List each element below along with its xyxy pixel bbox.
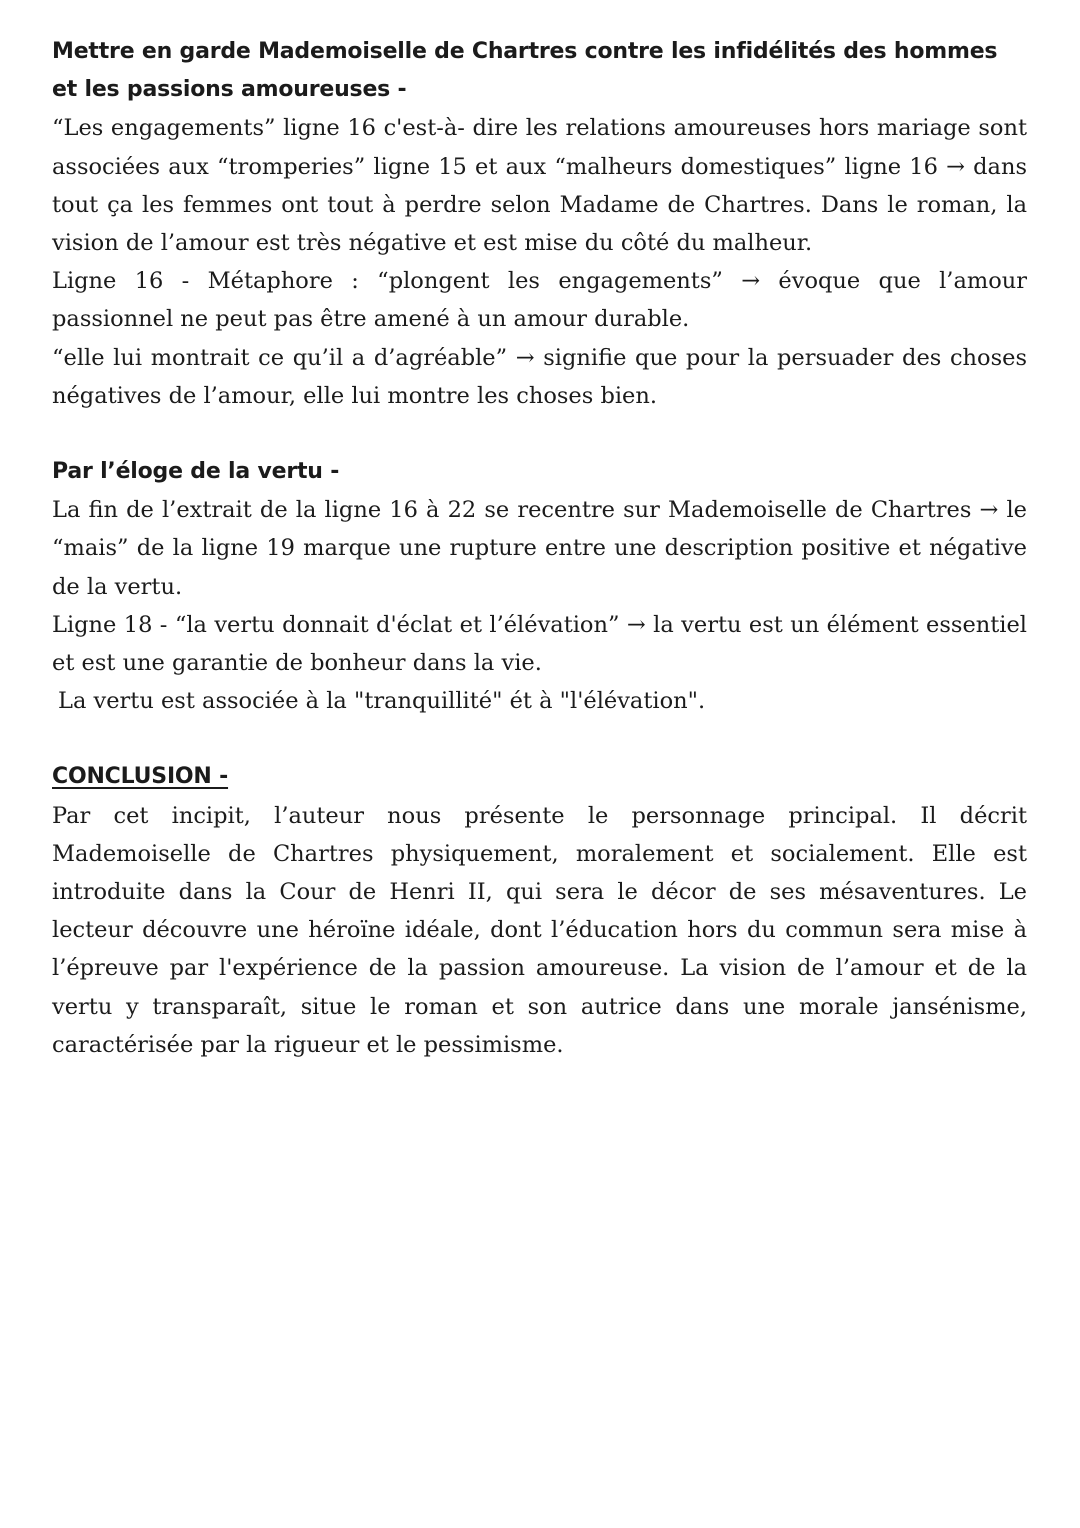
paragraph: “Les engagements” ligne 16 c'est-à- dire les relations amoureuses hors mariage sont associées aux “tromperies” ligne 15 et aux “malheurs domestiques” ligne 16 → dans tout ça les femmes ont tout à perdre selon Madame de Chartres. Dans le roman, la vision de l’amour est très négative et est mise du côté du malheur. <box>52 115 1027 257</box>
conclusion-heading: CONCLUSION - <box>52 764 229 790</box>
paragraph: Par cet incipit, l’auteur nous présente le personnage principal. Il décrit Mademoiselle de Chartres physiquement, moralement et socialement. Elle est introduite dans la Cour de Henri II, qui sera le décor de ses mésaventures. Le lecteur découvre une héroïne idéale, dont l’éducation hors du commun sera mise à l’épreuve par l'expérience de la passion amoureuse. La vision de l’amour et de la vertu y transparaît, situe le roman et son autrice dans une morale jansénisme, caractérisée par la rigueur et le pessimisme. <box>52 802 1027 1058</box>
section-mise-en-garde <box>52 33 1027 415</box>
section-heading: Par l’éloge de la vertu - <box>52 459 340 485</box>
section-heading: Mettre en garde Mademoiselle de Chartres contre les infidélités des hommes et les passions amoureuses - <box>52 39 998 103</box>
document-page <box>52 33 1027 1064</box>
paragraph: La vertu est associée à la "tranquillité" ét à "l'élévation". <box>58 688 706 715</box>
section-eloge-vertu <box>52 453 1027 720</box>
section-conclusion <box>52 758 1027 1064</box>
paragraph: Ligne 16 - Métaphore : “plongent les engagements” → évoque que l’amour passionnel ne peut pas être amené à un amour durable. <box>52 268 1027 333</box>
paragraph: La fin de l’extrait de la ligne 16 à 22 se recentre sur Mademoiselle de Chartres → le “mais” de la ligne 19 marque une rupture entre une description positive et négative de la vertu. <box>52 497 1027 600</box>
paragraph: “elle lui montrait ce qu’il a d’agréable” → signifie que pour la persuader des choses négatives de l’amour, elle lui montre les choses bien. <box>52 344 1027 409</box>
paragraph: Ligne 18 - “la vertu donnait d'éclat et l’élévation” → la vertu est un élément essentiel et est une garantie de bonheur dans la vie. <box>52 611 1027 677</box>
